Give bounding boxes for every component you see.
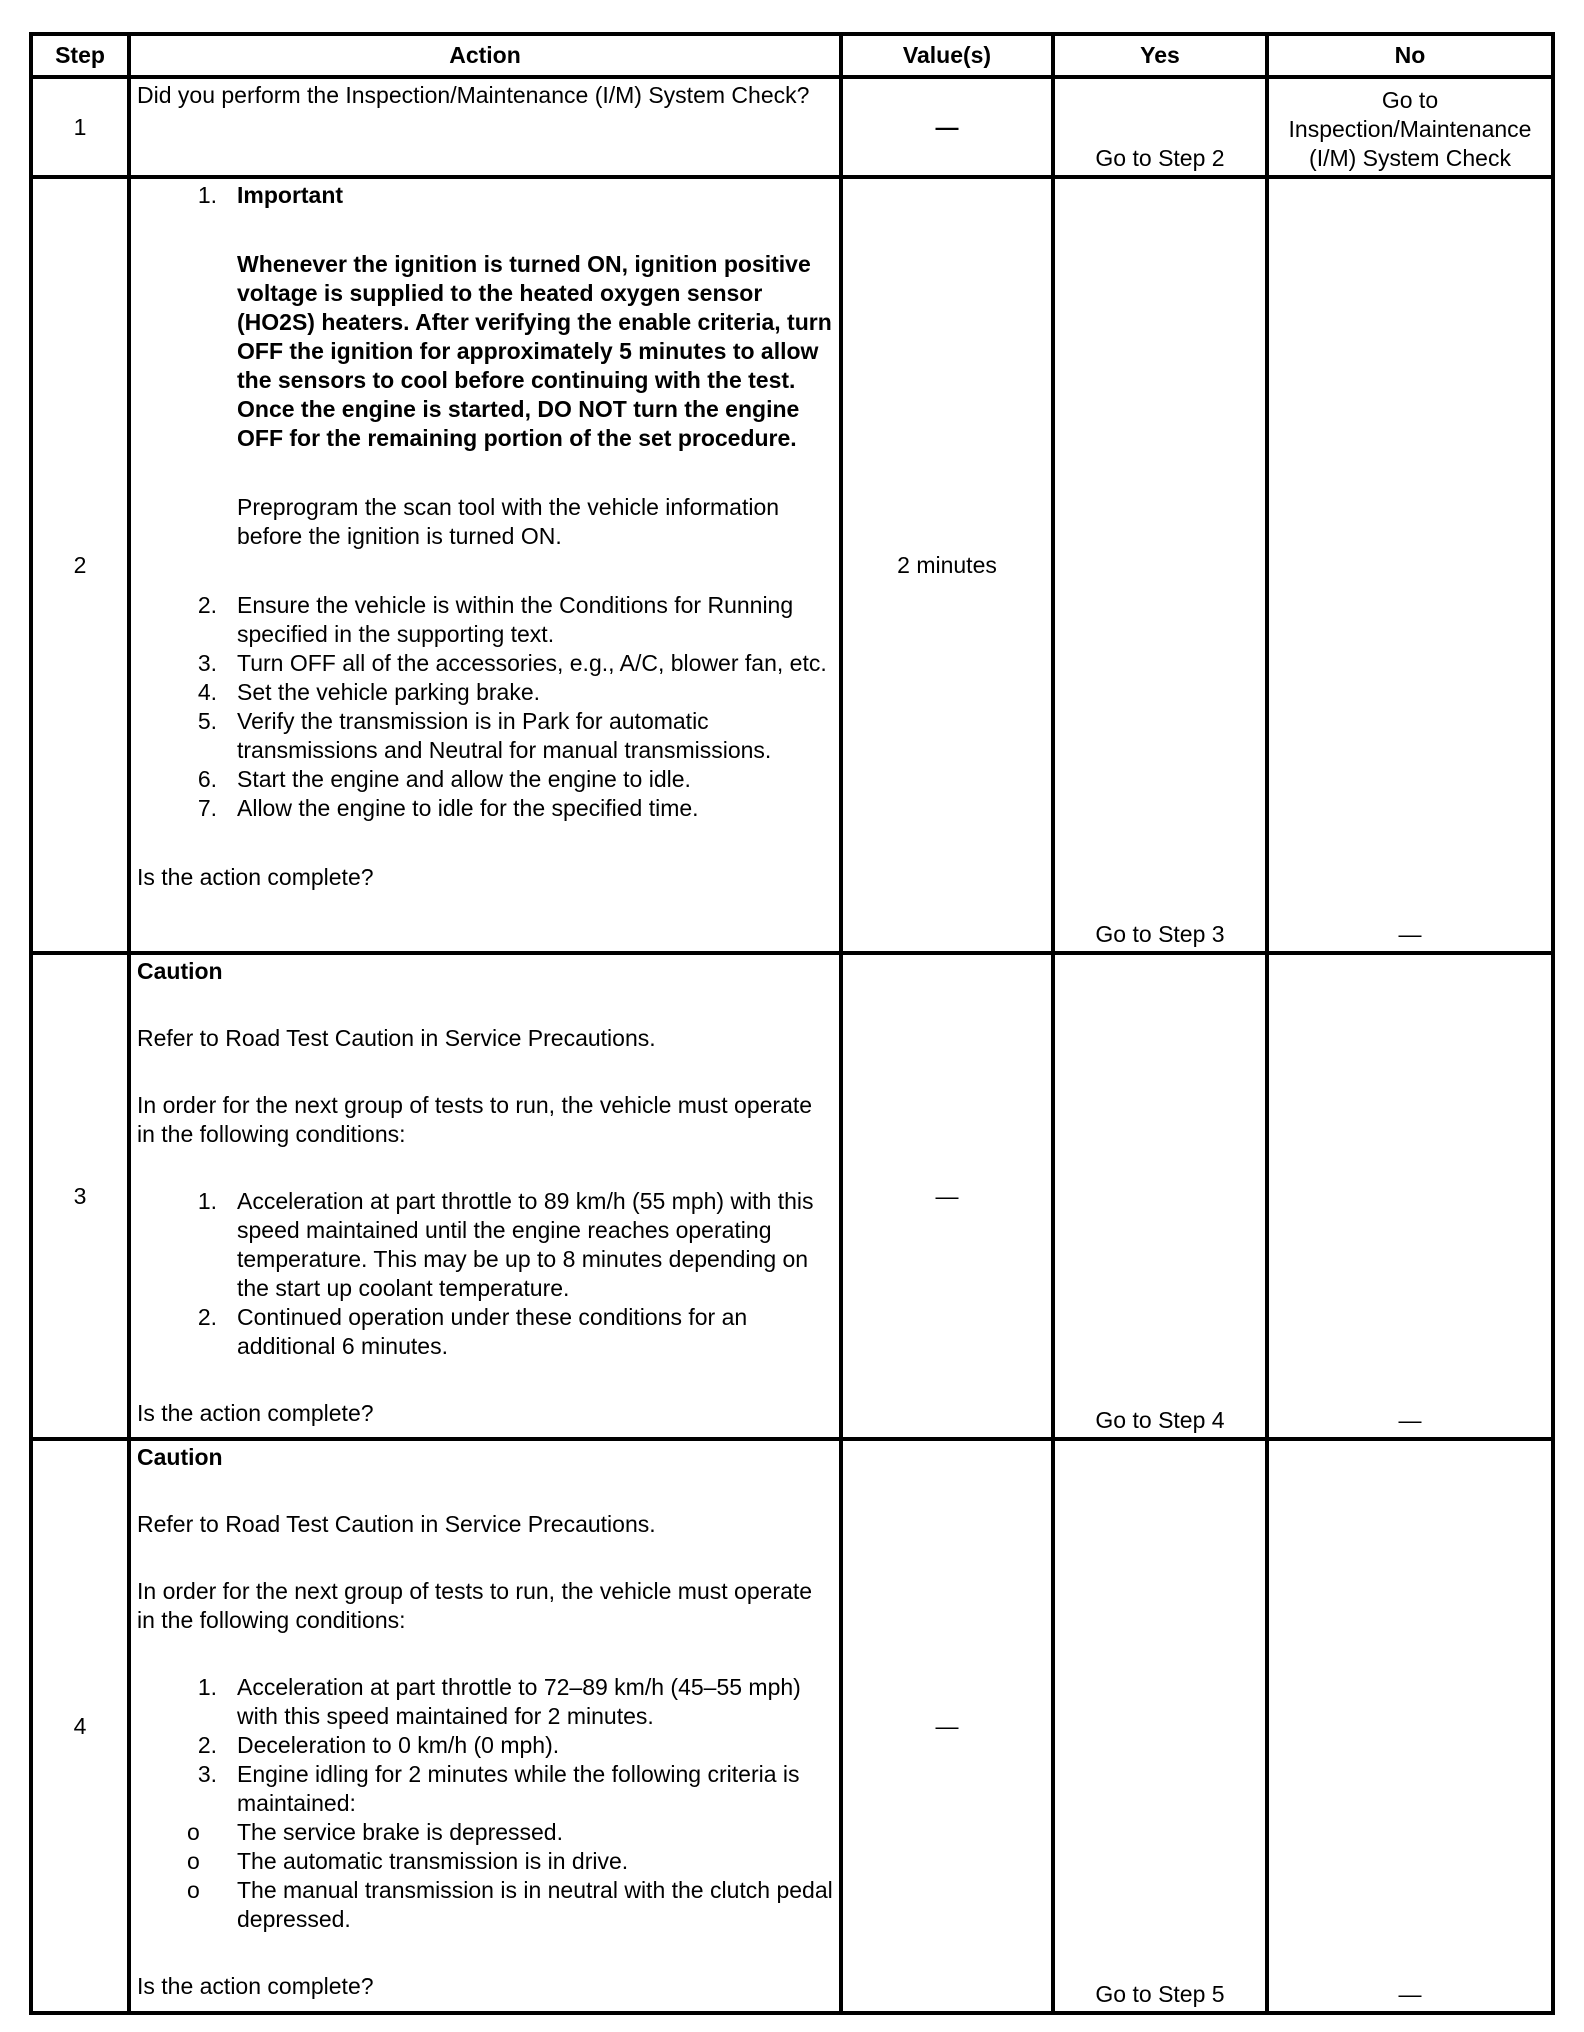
intro-text: In order for the next group of tests to run, the vehicle must operate in the following conditions: bbox=[137, 1092, 813, 1147]
header-row bbox=[31, 34, 1553, 77]
header-action: Action bbox=[129, 34, 841, 77]
question-text: Is the action complete? bbox=[137, 1973, 374, 1999]
sub-list bbox=[137, 1818, 833, 1934]
list-item: 4. Set the vehicle parking brake. bbox=[197, 679, 541, 705]
important-heading: Important bbox=[237, 182, 344, 208]
value-cell: 2 minutes bbox=[841, 177, 1053, 953]
refer-text: Refer to Road Test Caution in Service Precautions. bbox=[137, 1025, 656, 1051]
diagnostic-table bbox=[29, 32, 1555, 2015]
list-item: 3. Turn OFF all of the accessories, e.g., A/C, blower fan, etc. bbox=[197, 650, 827, 676]
numbered-list bbox=[137, 181, 833, 551]
item-number: 1. bbox=[197, 182, 217, 208]
header-no: No bbox=[1267, 34, 1553, 77]
list-item: 3. Engine idling for 2 minutes while the following criteria is maintained: o The service brake is depressed. o The automatic transmission is in drive. o The manual transmission is in neutral with the clutch pedal depressed. bbox=[137, 1760, 833, 1934]
list-item: 2. Continued operation under these conditions for an additional 6 minutes. bbox=[197, 1304, 748, 1359]
intro-text: In order for the next group of tests to run, the vehicle must operate in the following conditions: bbox=[137, 1578, 813, 1633]
list-item: 1. Acceleration at part throttle to 72–89 km/h (45–55 mph) with this speed maintained for 2 minutes. bbox=[197, 1674, 801, 1729]
important-text: Whenever the ignition is turned ON, ignition positive voltage is supplied to the heated oxygen sensor (HO2S) heaters. After verifying the enable criteria, turn OFF the ignition for approximately 5 minutes to allow the sensors to cool before continuing with the test. Once the engine is started, DO NOT turn the engine OFF for the remaining portion of the set procedure. bbox=[237, 251, 832, 451]
caution-heading: Caution bbox=[137, 958, 223, 984]
list-item: 6. Start the engine and allow the engine to idle. bbox=[197, 766, 691, 792]
header-values: Value(s) bbox=[841, 34, 1053, 77]
step-number: 2 bbox=[31, 177, 129, 953]
table-row-step-3 bbox=[31, 953, 1553, 1439]
sub-list-item: o The automatic transmission is in drive. bbox=[187, 1848, 629, 1874]
list-item: 5. Verify the transmission is in Park for automatic transmissions and Neutral for manual transmissions. bbox=[197, 708, 772, 763]
sub-list-item: o The manual transmission is in neutral with the clutch pedal depressed. bbox=[187, 1877, 833, 1932]
yes-cell: Go to Step 5 bbox=[1053, 1439, 1267, 2013]
refer-text: Refer to Road Test Caution in Service Precautions. bbox=[137, 1511, 656, 1537]
list-item: 1. Acceleration at part throttle to 89 km/h (55 mph) with this speed maintained until the engine reaches operating temperature. This may be up to 8 minutes depending on the start up coolant temperature. bbox=[197, 1188, 814, 1301]
header-yes: Yes bbox=[1053, 34, 1267, 77]
action-text: Did you perform the Inspection/Maintenance (I/M) System Check? bbox=[137, 82, 810, 108]
list-item: 7. Allow the engine to idle for the specified time. bbox=[197, 795, 699, 821]
yes-cell: Go to Step 2 bbox=[1053, 77, 1267, 177]
yes-cell: Go to Step 3 bbox=[1053, 177, 1267, 953]
preprogram-text: Preprogram the scan tool with the vehicle information before the ignition is turned ON. bbox=[237, 494, 780, 549]
sub-list-item: o The service brake is depressed. bbox=[187, 1819, 563, 1845]
action-cell bbox=[129, 953, 841, 1439]
value-cell: — bbox=[841, 953, 1053, 1439]
action-cell bbox=[129, 1439, 841, 2013]
value-cell: — bbox=[841, 1439, 1053, 2013]
action-cell bbox=[129, 177, 841, 953]
yes-cell: Go to Step 4 bbox=[1053, 953, 1267, 1439]
header-step: Step bbox=[31, 34, 129, 77]
no-cell: — bbox=[1267, 177, 1553, 953]
question-text: Is the action complete? bbox=[137, 864, 374, 890]
no-cell: — bbox=[1267, 1439, 1553, 2013]
step-number: 4 bbox=[31, 1439, 129, 2013]
numbered-list bbox=[137, 1673, 833, 1934]
list-item: 2. Deceleration to 0 km/h (0 mph). bbox=[197, 1732, 560, 1758]
numbered-list bbox=[137, 591, 833, 823]
action-cell bbox=[129, 77, 841, 177]
no-cell: Go to Inspection/Maintenance (I/M) System Check bbox=[1267, 77, 1553, 177]
question-text: Is the action complete? bbox=[137, 1400, 374, 1426]
step-number: 3 bbox=[31, 953, 129, 1439]
table-row-step-4 bbox=[31, 1439, 1553, 2013]
table-row-step-1 bbox=[31, 77, 1553, 177]
step-number: 1 bbox=[31, 77, 129, 177]
caution-heading: Caution bbox=[137, 1444, 223, 1470]
value-cell: — bbox=[841, 77, 1053, 177]
table-row-step-2 bbox=[31, 177, 1553, 953]
list-item bbox=[137, 181, 833, 551]
no-cell: — bbox=[1267, 953, 1553, 1439]
list-item: 2. Ensure the vehicle is within the Conditions for Running specified in the supporting text. bbox=[197, 592, 794, 647]
numbered-list bbox=[137, 1187, 833, 1361]
